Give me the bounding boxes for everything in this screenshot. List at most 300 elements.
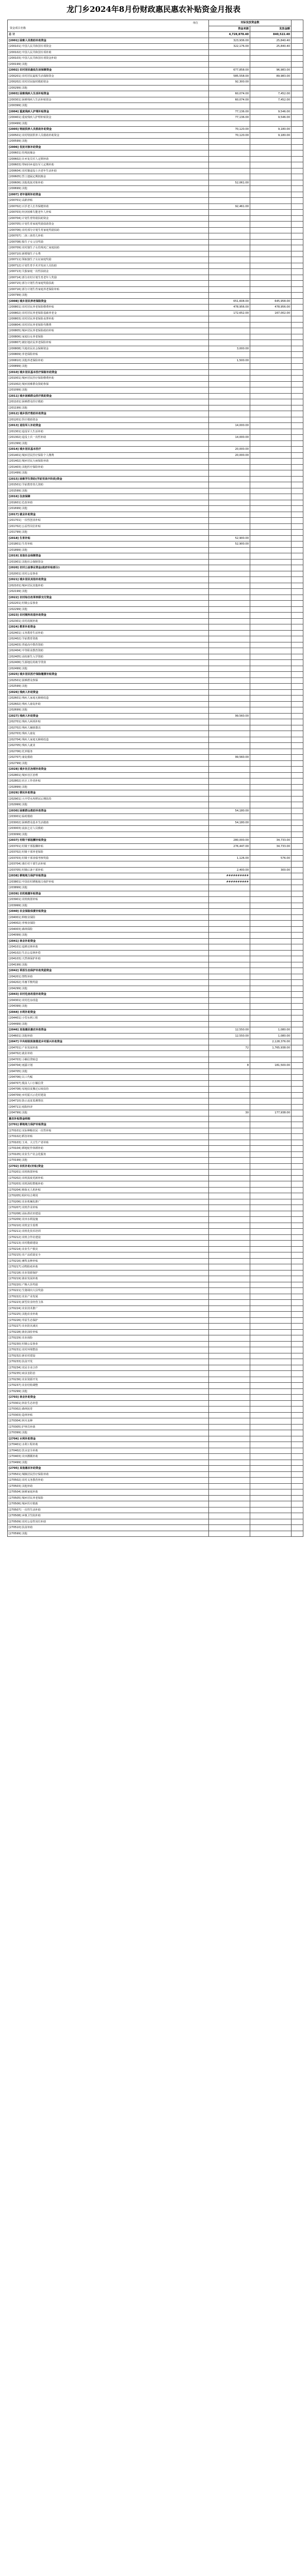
table-row [8,174,303,180]
table-row [8,843,303,850]
row-issued-cell [250,423,292,429]
row-budget-cell [209,790,250,796]
row-spacer-cell [292,464,303,470]
row-issued-cell [250,476,292,482]
table-row [8,861,303,868]
row-spacer-cell [292,459,303,465]
row-budget-cell [209,417,250,423]
table-row [8,1282,303,1288]
row-budget-cell: 280,000.00 [209,838,250,844]
table-row [8,1519,303,1525]
row-spacer-cell [292,725,303,731]
table-row [8,618,303,624]
row-issued-cell [250,49,292,56]
row-issued-cell [250,186,292,192]
table-row [8,1371,303,1377]
row-spacer-cell [292,121,303,127]
row-budget-cell: 677,858.00 [209,67,250,74]
row-name-cell: [2015] 困难学生资助(学前至高中阶段)资金 [8,476,209,482]
row-budget-cell [209,85,250,91]
row-budget-cell: 52,900.00 [209,535,250,541]
row-spacer-cell [292,672,303,678]
row-name-cell: [202899] 其他 [8,784,209,790]
row-issued-cell [250,613,292,619]
row-spacer-cell [292,1329,303,1335]
row-name-cell: [203801] 中国农村耕地地力保护补贴 [8,879,209,885]
row-budget-cell [209,737,250,743]
row-spacer-cell [292,1021,303,1027]
table-row [8,743,303,749]
row-issued-cell [250,713,292,719]
row-budget-cell [209,814,250,820]
row-issued-cell [250,672,292,678]
row-spacer-cell [292,38,303,44]
row-spacer-cell [292,589,303,595]
row-issued-cell [250,1495,292,1501]
row-issued-cell [250,346,292,352]
row-issued-cell [250,215,292,222]
table-row [8,944,303,951]
row-budget-cell [209,275,250,281]
table-row [8,150,303,157]
row-budget-cell [209,1069,250,1075]
row-issued-cell: 7,452.00 [250,91,292,97]
table-row [8,826,303,832]
table-row [8,73,303,79]
row-budget-cell [209,974,250,980]
row-spacer-cell [292,1223,303,1229]
table-row [8,1513,303,1519]
row-spacer-cell [292,838,303,844]
row-issued-cell [250,1430,292,1436]
row-issued-cell [250,980,292,986]
table-row [8,1175,303,1181]
table-row [8,346,303,352]
row-spacer-cell [292,263,303,269]
row-budget-cell [209,921,250,927]
table-row [8,1163,303,1170]
table-row [8,38,303,44]
row-budget-cell [209,1418,250,1425]
row-name-cell: [200705] 计划生育家庭奖励扶助资金 [8,222,209,228]
row-spacer-cell [292,1229,303,1235]
table-row [8,1454,303,1460]
row-spacer-cell [292,843,303,850]
row-name-cell: [202801] 城乡社区治理 [8,772,209,778]
row-issued-cell [250,103,292,109]
row-issued-cell: 96,983.00 [250,67,292,74]
row-name-cell: [2006] 优抚对象补助资金 [8,144,209,150]
row-budget-cell [209,707,250,714]
table-row [8,1300,303,1306]
row-name-cell: [270217] 动物防疫补助 [8,1264,209,1270]
row-budget-cell [209,328,250,334]
row-spacer-cell [292,239,303,245]
row-spacer-cell [292,636,303,642]
row-name-cell: [2039] 农机购置补贴资金 [8,891,209,897]
row-issued-cell [250,1483,292,1489]
table-row [8,44,303,50]
row-spacer-cell [292,1187,303,1193]
row-budget-cell: 92,300.00 [209,79,250,86]
row-budget-cell [209,772,250,778]
row-issued-cell [250,1436,292,1442]
row-issued-cell [250,1069,292,1075]
row-issued-cell: 181,500.00 [250,1063,292,1069]
row-issued-cell [250,523,292,530]
row-issued-cell [250,376,292,382]
table-row [8,67,303,74]
table-row [8,737,303,743]
row-spacer-cell [292,547,303,553]
row-issued-cell [250,387,292,394]
row-spacer-cell [292,1087,303,1093]
row-name-cell: [202703] 残疾人康复 [8,731,209,737]
row-budget-cell [209,322,250,328]
row-budget-cell [209,222,250,228]
row-spacer-cell [292,198,303,204]
row-budget-cell [209,500,250,506]
row-spacer-cell [292,630,303,636]
row-spacer-cell [292,1306,303,1312]
table-row [8,601,303,607]
row-name-cell: [270101] 实际种粮农民一次性补贴 [8,1128,209,1134]
table-row [8,1092,303,1098]
row-issued-cell [250,1264,292,1270]
row-budget-cell [209,257,250,263]
row-budget-cell [209,1395,250,1401]
row-spacer-cell [292,707,303,714]
row-name-cell: [270202] 农机报废更新补贴 [8,1175,209,1181]
table-row [8,423,303,429]
row-issued-cell [250,784,292,790]
table-row [8,506,303,512]
row-issued-cell [250,1205,292,1211]
row-issued-cell [250,1193,292,1199]
row-budget-cell [209,997,250,1004]
table-row [8,879,303,885]
row-budget-cell [209,523,250,530]
row-spacer-cell [292,606,303,613]
row-budget-cell: ########## [209,873,250,879]
table-row [8,1128,303,1134]
row-spacer-cell [292,1347,303,1353]
table-row [8,1027,303,1033]
table-row [8,310,303,316]
table-row [8,144,303,150]
table-row [8,263,303,269]
row-spacer-cell [292,1110,303,1116]
row-issued-cell [250,1229,292,1235]
row-budget-cell [209,198,250,204]
row-name-cell: [203702] 村级干部养老保险 [8,850,209,856]
table-row [8,1205,303,1211]
row-spacer-cell [292,227,303,233]
row-spacer-cell [292,352,303,358]
row-budget-cell [209,1004,250,1010]
row-spacer-cell [292,926,303,933]
table-row [8,1181,303,1188]
table-row [8,1021,303,1027]
row-spacer-cell [292,648,303,654]
row-name-cell: [200199] 其他 [8,61,209,67]
row-issued-cell [250,725,292,731]
table-row [8,1252,303,1259]
table-row [8,1335,303,1342]
table-row [8,559,303,565]
row-name-cell: [202001] 农村公益事业 [8,571,209,577]
table-row [8,921,303,927]
row-issued-cell [250,1004,292,1010]
table-row [8,1004,303,1010]
row-issued-cell [250,1276,292,1282]
row-name-cell: [200808] 失地农民社会保障资金 [8,346,209,352]
row-name-cell: [200399] 其他 [8,103,209,109]
row-spacer-cell [292,1489,303,1496]
row-spacer-cell [292,1365,303,1371]
row-spacer-cell [292,1276,303,1282]
table-row [8,298,303,304]
row-spacer-cell [292,1234,303,1241]
table-row [8,85,303,91]
row-issued-cell [250,210,292,216]
row-name-cell: [200708] 独生子女父母奖励 [8,239,209,245]
row-issued-cell [250,1015,292,1022]
row-spacer-cell [292,1004,303,1010]
row-spacer-cell [292,1104,303,1110]
row-issued-cell [250,1406,292,1413]
table-row [8,1045,303,1051]
row-spacer-cell [292,494,303,500]
table-row [8,968,303,974]
row-spacer-cell [292,476,303,482]
row-issued-cell [250,974,292,980]
row-budget-cell: 60,074.00 [209,91,250,97]
row-spacer-cell [292,405,303,411]
row-budget-cell [209,933,250,939]
row-spacer-cell [292,832,303,838]
row-budget-cell: 72 [209,1045,250,1051]
row-name-cell: [270206] 农业机械化推广 [8,1199,209,1205]
row-spacer-cell [292,1300,303,1306]
row-budget-cell [209,1412,250,1418]
row-issued-cell [250,997,292,1004]
row-budget-cell [209,1288,250,1294]
row-spacer-cell [292,435,303,441]
row-name-cell: [203099] 其他 [8,832,209,838]
table-row [8,784,303,790]
row-budget-cell [209,174,250,180]
row-spacer-cell [292,1430,303,1436]
table-row [8,1424,303,1430]
row-budget-cell [209,1448,250,1454]
row-name-cell: [201899] 其他 [8,547,209,553]
table-row [8,32,303,38]
table-row [8,760,303,767]
row-spacer-cell [292,452,303,459]
row-budget-cell [209,281,250,287]
row-name-cell: [201599] 其他 [8,488,209,494]
row-spacer-cell [292,222,303,228]
row-name-cell: [270205] 秸秆综合利用 [8,1193,209,1199]
row-issued-cell [250,1388,292,1395]
row-issued-cell [250,222,292,228]
row-issued-cell [250,1288,292,1294]
row-budget-cell [209,1140,250,1146]
table-row [8,269,303,275]
row-budget-cell [209,1324,250,1330]
table-row [8,553,303,560]
row-spacer-cell [292,393,303,399]
row-spacer-cell [292,1057,303,1063]
row-budget-cell: 77,136.00 [209,115,250,121]
table-row [8,1317,303,1324]
page-title: 龙门乡2024年8月份财政惠民惠农补贴资金月报表 [66,5,241,14]
table-row [8,909,303,915]
row-budget-cell [209,150,250,157]
spacer-header [292,20,303,32]
row-spacer-cell [292,1335,303,1342]
table-row [8,1057,303,1063]
row-name-cell: [200602] 在乡复员军人定期补助 [8,156,209,162]
row-spacer-cell [292,731,303,737]
row-spacer-cell [292,215,303,222]
table-row [8,180,303,186]
row-budget-cell [209,642,250,648]
row-name-cell: [270401] 水利工程补助 [8,1442,209,1448]
row-spacer-cell [292,1525,303,1531]
row-budget-cell [209,376,250,382]
row-spacer-cell [292,778,303,785]
row-spacer-cell [292,85,303,91]
row-name-cell: [2030] 困难群众救助补助资金 [8,808,209,814]
table-row [8,215,303,222]
row-budget-cell [209,1430,250,1436]
row-budget-cell [209,192,250,198]
row-issued-cell [250,1478,292,1484]
row-name-cell: [270303] 造林补贴 [8,1412,209,1418]
row-issued-cell [250,411,292,417]
row-issued-cell: 34,733.00 [250,843,292,850]
table-row [8,1087,303,1093]
row-name-cell: 惠农补贴资金明细 [8,1116,209,1122]
row-issued-cell [250,630,292,636]
row-budget-cell [209,399,250,405]
row-budget-cell [209,494,250,500]
row-issued-cell [250,968,292,974]
row-budget-cell [209,1466,250,1472]
table-row [8,713,303,719]
row-budget-cell [209,778,250,785]
table-row [8,281,303,287]
row-issued-cell [250,796,292,802]
row-issued-cell [250,1223,292,1229]
row-issued-cell [250,897,292,903]
table-row [8,1436,303,1442]
row-name-cell: [200807] 被征地农民养老保险补贴 [8,340,209,346]
table-row [8,1507,303,1513]
table-row [8,749,303,755]
table-row [8,589,303,595]
row-spacer-cell [292,346,303,352]
row-issued-cell [250,156,292,162]
row-issued-cell [250,56,292,62]
row-name-cell: [270502] 农村义务教育补助 [8,1478,209,1484]
row-name-cell: [202499] 其他 [8,666,209,672]
row-budget-cell [209,784,250,790]
table-row [8,1110,303,1116]
table-row [8,850,303,856]
row-name-cell: [200702] 百岁老人长寿保健补助 [8,204,209,210]
row-name-cell: [270220] 产粮大县奖励 [8,1282,209,1288]
row-issued-cell [250,447,292,453]
table-body [8,32,303,1537]
row-name-cell: [270223] 新型农业经营主体 [8,1300,209,1306]
row-issued-cell [250,986,292,992]
row-spacer-cell [292,1163,303,1170]
row-name-cell: [200805] 城乡居民养老保险政府补贴 [8,328,209,334]
row-budget-cell [209,293,250,299]
row-issued-cell [250,150,292,157]
row-name-cell: [203701] 村级干部报酬补贴 [8,843,209,850]
table-header-row-1 [8,20,303,26]
fund-name-label: 资金项目名称 [10,26,26,30]
row-budget-cell [209,405,250,411]
row-name-cell: [270105] 农业生产社会化服务 [8,1151,209,1158]
row-issued-cell [250,926,292,933]
row-name-cell: [270225] 其他农业补助 [8,1312,209,1318]
row-name-cell: [2004] 重度残疾人护理补贴资金 [8,109,209,115]
row-issued-cell [250,850,292,856]
row-issued-cell [250,1158,292,1164]
row-issued-cell [250,891,292,897]
row-budget-cell [209,144,250,150]
row-budget-cell [209,411,250,417]
row-budget-cell [209,1134,250,1140]
row-issued-cell [250,275,292,281]
row-name-cell: [204707] 脱贫人口小额信贷 [8,1080,209,1087]
row-name-cell: [201401] 城乡居民医疗保险个人缴费 [8,452,209,459]
row-name-cell: [200716] 部分计划生育家庭养老保险补贴 [8,286,209,293]
table-row [8,796,303,802]
table-row [8,1478,303,1484]
row-issued-cell: 9,546.00 [250,115,292,121]
table-row [8,986,303,992]
row-issued-cell [250,1507,292,1513]
row-name-cell: [270504] 困难家庭补助 [8,1489,209,1496]
row-budget-cell [209,1009,250,1015]
row-budget-cell [209,909,250,915]
row-budget-cell [209,696,250,702]
row-name-cell: [270229] 农业保险 [8,1335,209,1342]
row-name-cell: [202707] 康复救助 [8,755,209,761]
row-spacer-cell [292,1252,303,1259]
row-spacer-cell [292,1009,303,1015]
row-issued-cell [250,1300,292,1306]
table-row [8,364,303,370]
row-spacer-cell [292,755,303,761]
table-row [8,1134,303,1140]
row-spacer-cell [292,1436,303,1442]
table-row [8,1223,303,1229]
row-issued-cell [250,1092,292,1098]
table-row [8,1080,303,1087]
row-issued-cell [250,1312,292,1318]
table-row [8,109,303,115]
row-issued-cell: 9,180.00 [250,127,292,133]
table-row [8,938,303,944]
row-budget-cell: 323,936.00 [209,38,250,44]
